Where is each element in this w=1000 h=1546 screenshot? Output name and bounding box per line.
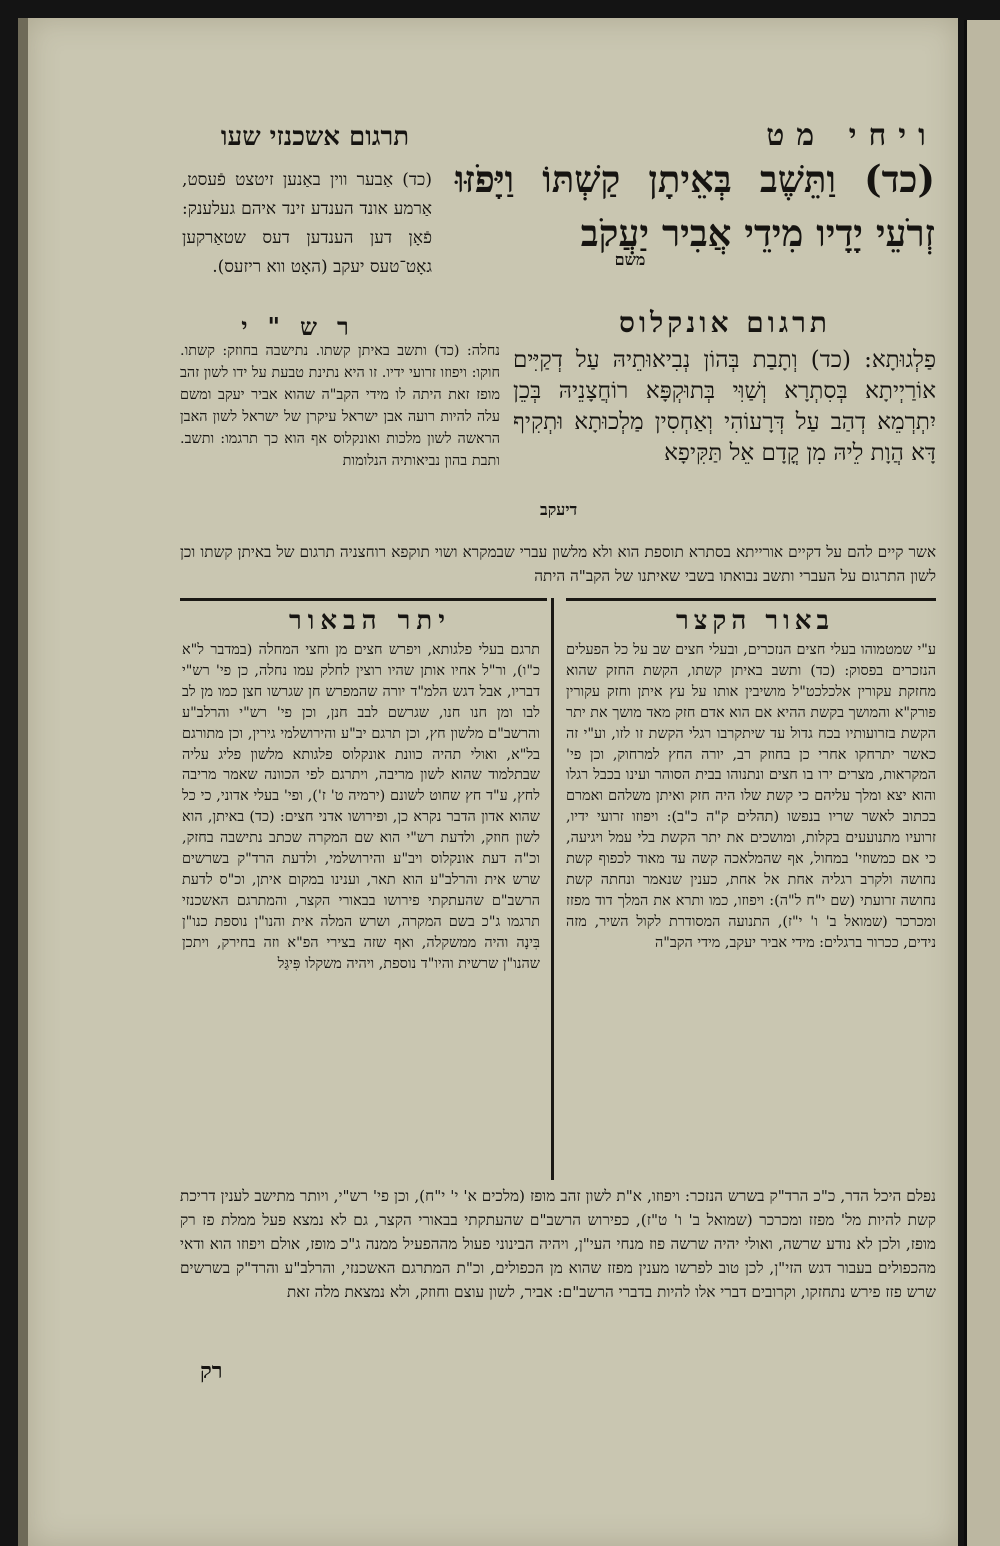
- rashi-text: נחלה: (כד) ותשב באיתן קשתו. נתישבה בחוזק: קשתו. חוקו: ויפוזו זרועי ידיו. זו היא נתינת טבעת על ידו לשון זהב מופז זאת היתה לו מידי הקב"ה שהוא אביר יעקב ומשם עלה להיות רועה אבן ישראל עיקרן של ישראל לשון האבן הראשה לשון מלכות ואונקלוס אף הוא כך תרגמו: ותשב. ותבת בהון נביאותיה הנלומות: [180, 343, 500, 470]
- verse-text: (כד) וַתֵּשֶׁב בְּאֵיתָן קַשְׁתּוֹ וַיָּפֹזּוּ זְרֹעֵי יָדָיו מִידֵי אֲבִיר יַעֲקֹב: [455, 157, 935, 255]
- onkelos-title: תרגום אונקלוס: [619, 306, 831, 339]
- adjacent-page-edge: [964, 20, 1000, 1546]
- running-head-parasha: ויחי מט: [766, 118, 938, 153]
- onkelos-text: פַלְגוּתָא: (כד) וְתָבַת בְּהוֹן נְבִיאוּתֵיהּ עַל דְקַיִּים אוֹרַיְיתָא בְּסִתְרָא וְשַׁוִּי בְּתוּקְפָּא רוֹחֲצָנֵיהּ בְּכֵן יִתְרְמֵא דְהַב עַל דְּרָעוֹהִי וְאַחְסִין מַלְכוּתָא וּתְקִיף דָּא הֲוָת לֵיהּ מִן קֳדָם אֵל תַּקִּיפָא: [513, 347, 936, 466]
- biur-katzar-title: באור הקצר: [676, 606, 834, 636]
- biur-katzar-text: ע"י שמטמוהו בעלי חצים הנזכרים, ובעלי חצים שב על כל הפעלים הנזכרים בפסוק: (כד) ותשב באיתן קשתו, הקשת החזק שהוא מחזקת עקורין אלכלכט"ל מושיבין אותו על עץ איתן וחזק עקורין פורק"א והמושך בקשת ההיא אם הוא אדם חזק מאד מושך את יתר הקשת בזרועותיו בכח גדול עד שיתקרבו רגלי הקשת זו לזו, וע"י זה כאשר יתרחקו אחרי כן בחוזק רב, יורה החץ למרחוק, וכן פי' המקראות, מצרים ירו בו חצים ונתנוהו בבית הסוהר ועינו בכבל רגלו והוא יצא ומלך עליהם כי קשת שלו היה חזק ואיתן משלהם ואמרם בכתוב לאשר שריו בנפשו (תהלים ק"ה כ"ב): ויפוזו זרועי ידיו, זרועיו מתנועעים בקלות, ומושכים את יתר הקשת בלי עמל ויגיעה, כי אם כמשוזי' במחול, אף שהמלאכה קשה עד מאוד לכפוף קשת נחושה ולקרב רגליה אחת אל אחת, כענין שנאמר ונחתה קשת נחושה זרועתי (שם י"ח ל"ה): ויפוזו, כמו ותרא את המלך דוד מפזז ומכרכר (שמואל ב' ו' י"ז), התנועה המסודרת לקול השיר, מזה נידים, ככרור ברגלים: מידי אביר יעקב, מידי הקב"ה: [566, 642, 936, 951]
- yeter-habiur-title: יתר הבאור: [288, 606, 452, 636]
- page-catchword: רק: [200, 1358, 223, 1384]
- divider-rule-right: [566, 598, 936, 601]
- divider-rule-left: [180, 598, 547, 601]
- yeter-habiur-continuation: נפלם היכל הדר, כ"כ הרד"ק בשרש הנזכר: ויפוזו, א"ת לשון זהב מופז (מלכים א' י' י"ח), וכן פי' רש"י, ויותר מתישב לענין דריכת קשת להיות מל' מפזז ומכרכר (שמואל ב' ו' ט"ז), כפירוש הרשב"ם שהעתקתי בבאורי הקצר, גם לא נמצא פעל ממלת פז רק מופז, ולכן לא נודע שרשה, ואולי יהיה שרשה פוז מנחי העי"ן, ויהיה הבינוני פעול מההפעיל ממנה ג"כ מופז, אולם ויפוזו הוא ודאי מהכפולים בעבור דגש הזי"ן, לכן טוב לפרשו מענין מפזז שהוא מן הכפולים, וכ"ת המתרגם האשכנזי, והרלב"ע והרד"ק בשרשים שרש פזז פירש נתחזקו, וקרובים דברי אלו להיות בדברי הרשב"ם: אביר, לשון עוצם וחוזק, ולא נמצאת מלה זאת: [180, 1187, 936, 1302]
- yeter-habiur-text: תרגם בעלי פלגותא, ויפרש חצים מן וחצי המחלה (במדבר ל"א כ"ו), ור"ל אחיו אותן שהיו רוצין לחלק עמו נחלה, כן פי' רש"י דבריו, אבל דגש הלמ"ד יורה שהמפרש חן שגרשו חצן כמו מן לב לבו ומן חנו חנו, שגרשם לבב חנן, וכן פי' רש"י והרלב"ע והרשב"ם מלשון חץ, וכן תרגם יב"ע והירושלמי גירין, וכן מתורגם בל"א, ואולי תהיה כוונת אונקלוס פלגותא מלשון פליג עליה שבתלמוד שהוא לשון מריבה, ויתרגם לפי הכוונה שאמר מריבה לחץ, ע"ד חץ שחוט לשונם (ירמיה ט' ז'), ופי' בעלי אדוני, כי כל שהוא אדון הדבר נקרא כן, ופירושו אדני חצים: (כד) באיתן, הוא לשון חוזק, ולדעת רש"י הוא שם המקרה שכתב נתישבה בחזק, וכ"ה דעת אונקלוס ויב"ע והירושלמי, ולדעת הרד"ק בשרשים שרש אית והרלב"ע הוא תאר, וענינו במקום איתן, וכ"ס לדעת הרשב"ם שהעתקתי פירושו בבאורי הקצר, והמתרגם האשכנזי תרגמו ג"כ בשם המקרה, ושרש המלה אית והנו"ן נוספת כנו"ן בִּינָה והיה ממשקלה, ואף שזה בצירי הפ"א וזה בחירק, ויתכן שהנו"ן שרשית והיו"ד נוספת, ויהיה משקלו פִּיגַּל: [182, 642, 540, 972]
- running-head-section: תרגום אשכנזי שעו: [220, 122, 410, 152]
- ashkenazi-translation: (כד) אַבער ווין באַנען זיטצט פֿעסט, אַרמע אונד הענדע זינד איהם געלענק: פֿאָן דען הענדען דעס שטאַרקען גאָט־טעס יעקב (האָט ווא ריזעס).: [182, 170, 432, 277]
- rashi-continuation: אשר קיים להם על דקיים אורייתא בסתרא תוספת הוא ולא מלשון עברי שבמקרא ושוי תוקפא רוחצניה תרגום של באיתן קשתו וכן לשון התרגום על העברי ותשב נבואתו בשבי שאיתנו של הקב"ה היתה: [180, 543, 936, 585]
- rashi-title: רש"י: [241, 312, 369, 341]
- column-divider: [551, 598, 554, 1180]
- onkelos-catchword: דיעקב: [540, 500, 578, 519]
- verse-marker: משם: [614, 250, 646, 269]
- book-spine-shadow: [18, 18, 28, 1546]
